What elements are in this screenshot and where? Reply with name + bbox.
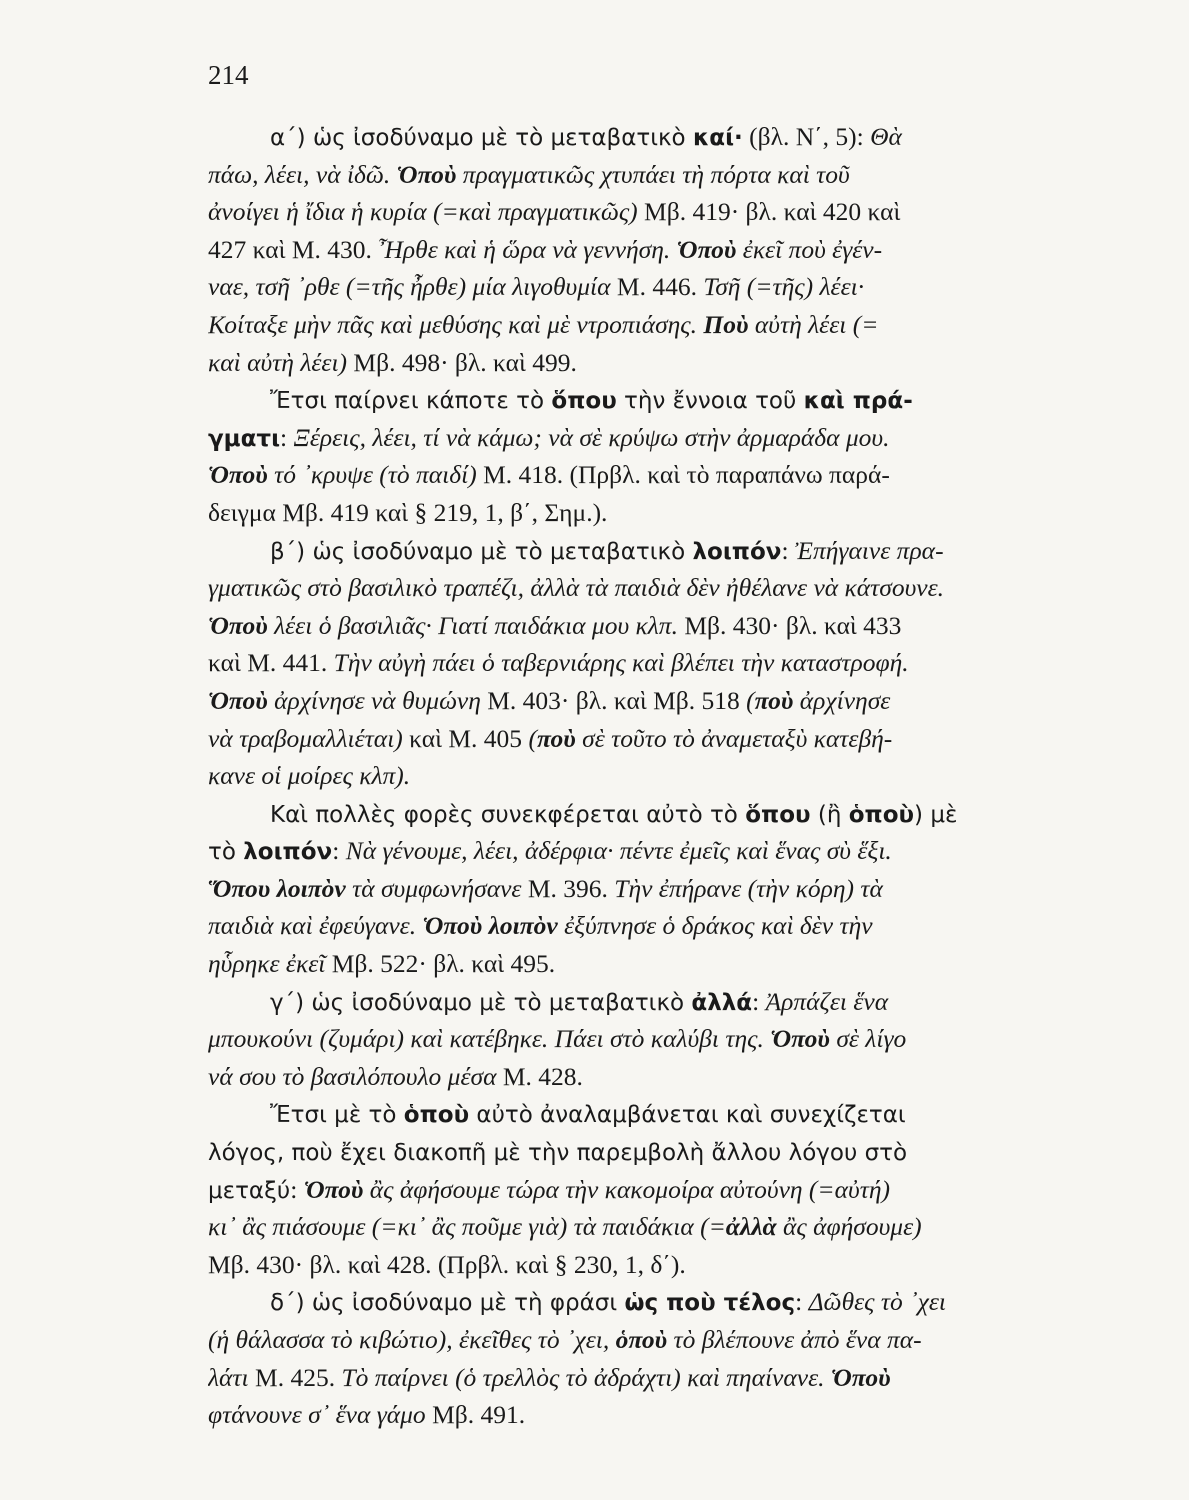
text-run: λοιπόν bbox=[692, 538, 782, 565]
text-run: καὶ Μ. 405 bbox=[402, 723, 529, 753]
text-line bbox=[208, 193, 988, 231]
text-run: ἀρχίνησε bbox=[793, 685, 891, 715]
text-run: Τὴν αὐγὴ πάει ὁ ταβερνιάρης καὶ βλέπει τὴν καταστροφή. bbox=[333, 648, 909, 678]
text-run: Μβ. 491. bbox=[425, 1400, 526, 1430]
page-number: 214 bbox=[208, 60, 249, 90]
text-run: Ἀρπάζει ἕνα bbox=[765, 986, 889, 1016]
text-run: ὁποὺ bbox=[848, 801, 915, 828]
text-run: Ὁποὺ bbox=[676, 234, 737, 264]
text-line bbox=[208, 1095, 988, 1133]
text-run: Ὁποὺ bbox=[830, 1362, 891, 1392]
text-run: Ὁποὺ bbox=[208, 685, 268, 715]
text-run: παιδιὰ καὶ ἐφεύγανε. bbox=[208, 911, 423, 941]
text-run: Ὁποὺ bbox=[208, 610, 268, 640]
text-line bbox=[208, 757, 988, 795]
text-run: φτάνουνε σ᾽ ἕνα γάμο bbox=[208, 1400, 426, 1430]
text-run: νά σου τὸ βασιλόπουλο μέσα bbox=[208, 1061, 497, 1091]
text-run: μπουκούνι (ζυμάρι) καὶ κατέβηκε. Πάει στὸ καλύβι της. bbox=[208, 1024, 771, 1054]
text-run: καί· bbox=[692, 125, 743, 151]
text-run: : bbox=[332, 836, 346, 866]
text-run: Ἦρθε καὶ ἡ ὥρα νὰ γεννήση. bbox=[378, 234, 677, 264]
text-run: ἐξύπνησε ὁ δράκος καὶ δὲν τὴν bbox=[557, 911, 873, 941]
text-run: γ΄) ὡς ἰσοδύναμο μὲ τὸ μεταβατικὸ bbox=[270, 989, 692, 1016]
text-line bbox=[208, 494, 988, 532]
text-line bbox=[208, 644, 988, 682]
text-run: σὲ λίγο bbox=[829, 1024, 907, 1054]
text-run: ) μὲ bbox=[914, 801, 958, 828]
text-run: Θὰ bbox=[870, 122, 902, 151]
text-run: αὐτὴ λέει (= bbox=[748, 309, 879, 339]
text-run: Ὅπου λοιπὸν bbox=[208, 873, 346, 903]
text-run: Ὁποὺ bbox=[208, 460, 268, 490]
text-run: : bbox=[280, 422, 294, 452]
text-run: ( bbox=[528, 723, 537, 753]
text-run: Καὶ πολλὲς φορὲς συνεκφέρεται αὐτὸ τὸ bbox=[270, 801, 746, 828]
text-run: λόγος, ποὺ ἔχει διακοπῆ μὲ τὴν παρεμβολὴ ἄλλου λόγου στὸ bbox=[208, 1140, 908, 1167]
text-run: γματι bbox=[208, 425, 281, 452]
text-run: Μ. 396. bbox=[521, 873, 615, 903]
text-run: ἀνοίγει ἡ ἴδια ἡ κυρία (=καὶ πραγματικῶς) bbox=[208, 197, 638, 227]
text-run: α΄) ὡς ἰσοδύναμο μὲ τὸ μεταβατικὸ bbox=[270, 125, 693, 151]
text-run: (ἢ bbox=[810, 801, 849, 828]
text-run: νὰ τραβομαλλιέται) bbox=[208, 723, 403, 753]
text-line bbox=[208, 682, 988, 720]
text-run: Μ. 418. (Πρβλ. καὶ τὸ παραπάνω παρά- bbox=[476, 460, 890, 490]
text-run: Μβ. 498· βλ. καὶ 499. bbox=[347, 347, 577, 377]
text-run: Τὴν ἐπήρανε (τὴν κόρη) τὰ bbox=[614, 873, 883, 903]
text-run: 427 καὶ Μ. 430. bbox=[208, 234, 379, 264]
text-line bbox=[208, 1246, 988, 1284]
text-run: Νὰ γένουμε, λέει, ἀδέρφια· πέντε ἐμεῖς καὶ ἕνας σὺ ἕξι. bbox=[345, 836, 892, 866]
text-run: Ὁποὺ bbox=[396, 159, 457, 189]
text-run: Μ. 428. bbox=[496, 1061, 583, 1091]
text-line bbox=[208, 1171, 988, 1209]
text-run: Ἔτσι παίρνει κάποτε τὸ bbox=[270, 388, 552, 415]
text-line bbox=[208, 870, 988, 908]
text-run: ἐκεῖ ποὺ ἐγέν- bbox=[736, 234, 883, 264]
text-run: δειγμα Μβ. 419 καὶ § 219, 1, β΄, Σημ.). bbox=[208, 497, 608, 527]
text-run: μεταξύ bbox=[208, 1177, 291, 1204]
text-run: Ποὺ bbox=[703, 309, 749, 339]
text-line bbox=[208, 1396, 988, 1434]
text-run: ηὗρηκε ἐκεῖ bbox=[208, 949, 326, 979]
text-run: λάτι bbox=[208, 1362, 249, 1392]
text-run: : bbox=[781, 535, 795, 565]
text-run: ἂς ἀφήσουμε) bbox=[776, 1212, 922, 1242]
text-line bbox=[208, 419, 988, 457]
text-run: ὁποὺ bbox=[403, 1102, 470, 1129]
text-run: τὴν ἔννοια τοῦ bbox=[616, 388, 804, 415]
text-run: ἀλλὰ bbox=[725, 1212, 777, 1242]
text-line bbox=[208, 569, 988, 607]
text-run: Ξέρεις, λέει, τί νὰ κάμω; νὰ σὲ κρύψω στὴν ἀρμαράδα μου. bbox=[293, 422, 890, 452]
text-run: ὅπου bbox=[551, 388, 617, 415]
text-run: πραγματικῶς χτυπάει τὴ πόρτα καὶ τοῦ bbox=[456, 159, 850, 189]
text-run: λοιπόν bbox=[243, 839, 333, 866]
text-run: Μ. 425. bbox=[248, 1362, 342, 1392]
text-line bbox=[208, 532, 988, 570]
text-run: : bbox=[795, 1287, 809, 1317]
text-line bbox=[208, 1359, 988, 1397]
text-run: Μβ. 419· βλ. καὶ 420 καὶ bbox=[637, 197, 901, 227]
text-line bbox=[208, 456, 988, 494]
text-run: ἂς ἀφήσουμε τώρα τὴν κακομοίρα αὐτούνη (=αὐτή) bbox=[363, 1174, 890, 1204]
text-line bbox=[208, 832, 988, 870]
text-run: : bbox=[290, 1174, 304, 1204]
text-line bbox=[208, 720, 988, 758]
text-line bbox=[208, 1020, 988, 1058]
text-line bbox=[208, 1058, 988, 1096]
text-run: Δῶθες τὸ ᾽χει bbox=[808, 1287, 946, 1317]
text-line bbox=[208, 156, 988, 194]
text-run: τὸ βλέπουνε ἀπὸ ἕνα πα- bbox=[667, 1325, 922, 1354]
text-run: (ἡ θάλασσα τὸ κιβώτιο), ἐκεῖθες τὸ ᾽χει, bbox=[208, 1325, 616, 1354]
text-run: αὐτὸ ἀναλαμβάνεται καὶ συνεχίζεται bbox=[469, 1102, 906, 1129]
text-line bbox=[208, 344, 988, 382]
text-run: ὁποὺ bbox=[615, 1325, 668, 1354]
text-run: Ἐπήγαινε πρα- bbox=[794, 535, 944, 565]
text-run: τὸ bbox=[208, 839, 244, 866]
text-run: Μβ. 430· βλ. καὶ 433 bbox=[677, 610, 902, 640]
text-run: δ΄) ὡς ἰσοδύναμο μὲ τὴ φράσι bbox=[270, 1290, 625, 1317]
text-line bbox=[208, 907, 988, 945]
text-run: ποὺ bbox=[536, 723, 576, 753]
text-run: Μβ. 430· βλ. καὶ 428. (Πρβλ. καὶ § 230, 1, δ΄). bbox=[208, 1249, 686, 1279]
text-run: Ὁποὺ λοιπὸν bbox=[422, 911, 558, 941]
text-run: : bbox=[752, 986, 766, 1016]
text-run: ναε, τσῆ ᾽ρθε (=τῆς ἦρθε) μία λιγοθυμία bbox=[208, 272, 611, 302]
text-run: Τσῆ (=τῆς) λέει· bbox=[703, 272, 865, 302]
text-run: ( bbox=[746, 685, 755, 715]
text-run: Τὸ παίρνει (ὁ τρελλὸς τὸ ἀδράχτι) καὶ πηαίνανε. bbox=[341, 1362, 831, 1392]
text-run: (βλ. Ν΄, 5): bbox=[742, 122, 871, 151]
text-run: Ἔτσι μὲ τὸ bbox=[270, 1102, 404, 1129]
text-run: λέει ὁ βασιλιᾶς· Γιατί παιδάκια μου κλπ. bbox=[267, 610, 678, 640]
text-line bbox=[208, 1208, 988, 1246]
text-run: Κοίταξε μὴν πᾶς καὶ μεθύσης καὶ μὲ ντροπιάσης. bbox=[208, 309, 704, 339]
text-line bbox=[208, 607, 988, 645]
text-line bbox=[208, 983, 988, 1021]
text-run: Μβ. 522· βλ. καὶ 495. bbox=[325, 949, 556, 979]
text-run: πάω, λέει, νὰ ἰδῶ. bbox=[208, 159, 397, 189]
text-run: κανε οἱ μοίρες κλπ). bbox=[208, 761, 411, 791]
text-line bbox=[208, 795, 988, 833]
text-run: ποὺ bbox=[754, 685, 794, 715]
text-run: β΄) ὡς ἰσοδύναμο μὲ τὸ μεταβατικὸ bbox=[270, 538, 693, 565]
text-run: Ὁποὺ bbox=[303, 1174, 364, 1204]
text-line bbox=[208, 231, 988, 269]
text-line bbox=[208, 268, 988, 306]
text-line bbox=[208, 1321, 988, 1359]
text-run: καὶ αὐτὴ λέει) bbox=[208, 347, 348, 377]
text-run: ὅπου bbox=[745, 801, 811, 828]
text-run: ἀρχίνησε νὰ θυμώνη bbox=[267, 685, 481, 715]
text-line bbox=[208, 1133, 988, 1171]
body-text bbox=[208, 118, 988, 1434]
text-run: σὲ τοῦτο τὸ ἀναμεταξὺ κατεβή- bbox=[575, 723, 893, 753]
text-run: καὶ Μ. 441. bbox=[208, 648, 334, 678]
text-run: Μ. 446. bbox=[610, 272, 704, 302]
text-run: τό ᾽κρυψε (τὸ παιδί) bbox=[267, 460, 477, 490]
text-run: καὶ πρά- bbox=[803, 388, 913, 415]
text-run: ἀλλά bbox=[691, 989, 753, 1016]
text-run: γματικῶς στὸ βασιλικὸ τραπέζι, ἀλλὰ τὰ παιδιὰ δὲν ἠθέλανε νὰ κάτσουνε. bbox=[208, 573, 945, 603]
text-line bbox=[208, 945, 988, 983]
text-line bbox=[208, 306, 988, 344]
text-line bbox=[208, 1283, 988, 1321]
text-run: τὰ συμφωνήσανε bbox=[345, 873, 522, 903]
text-line bbox=[208, 118, 988, 156]
text-run: Ὁποὺ bbox=[770, 1024, 830, 1054]
text-line bbox=[208, 381, 988, 419]
text-run: Μ. 403· βλ. καὶ Μβ. 518 bbox=[480, 685, 747, 715]
text-run: ὡς ποὺ τέλος bbox=[624, 1290, 796, 1317]
text-run: κι᾽ ἂς πιάσουμε (=κι᾽ ἂς ποῦμε γιὰ) τὰ παιδάκια (= bbox=[208, 1212, 726, 1242]
